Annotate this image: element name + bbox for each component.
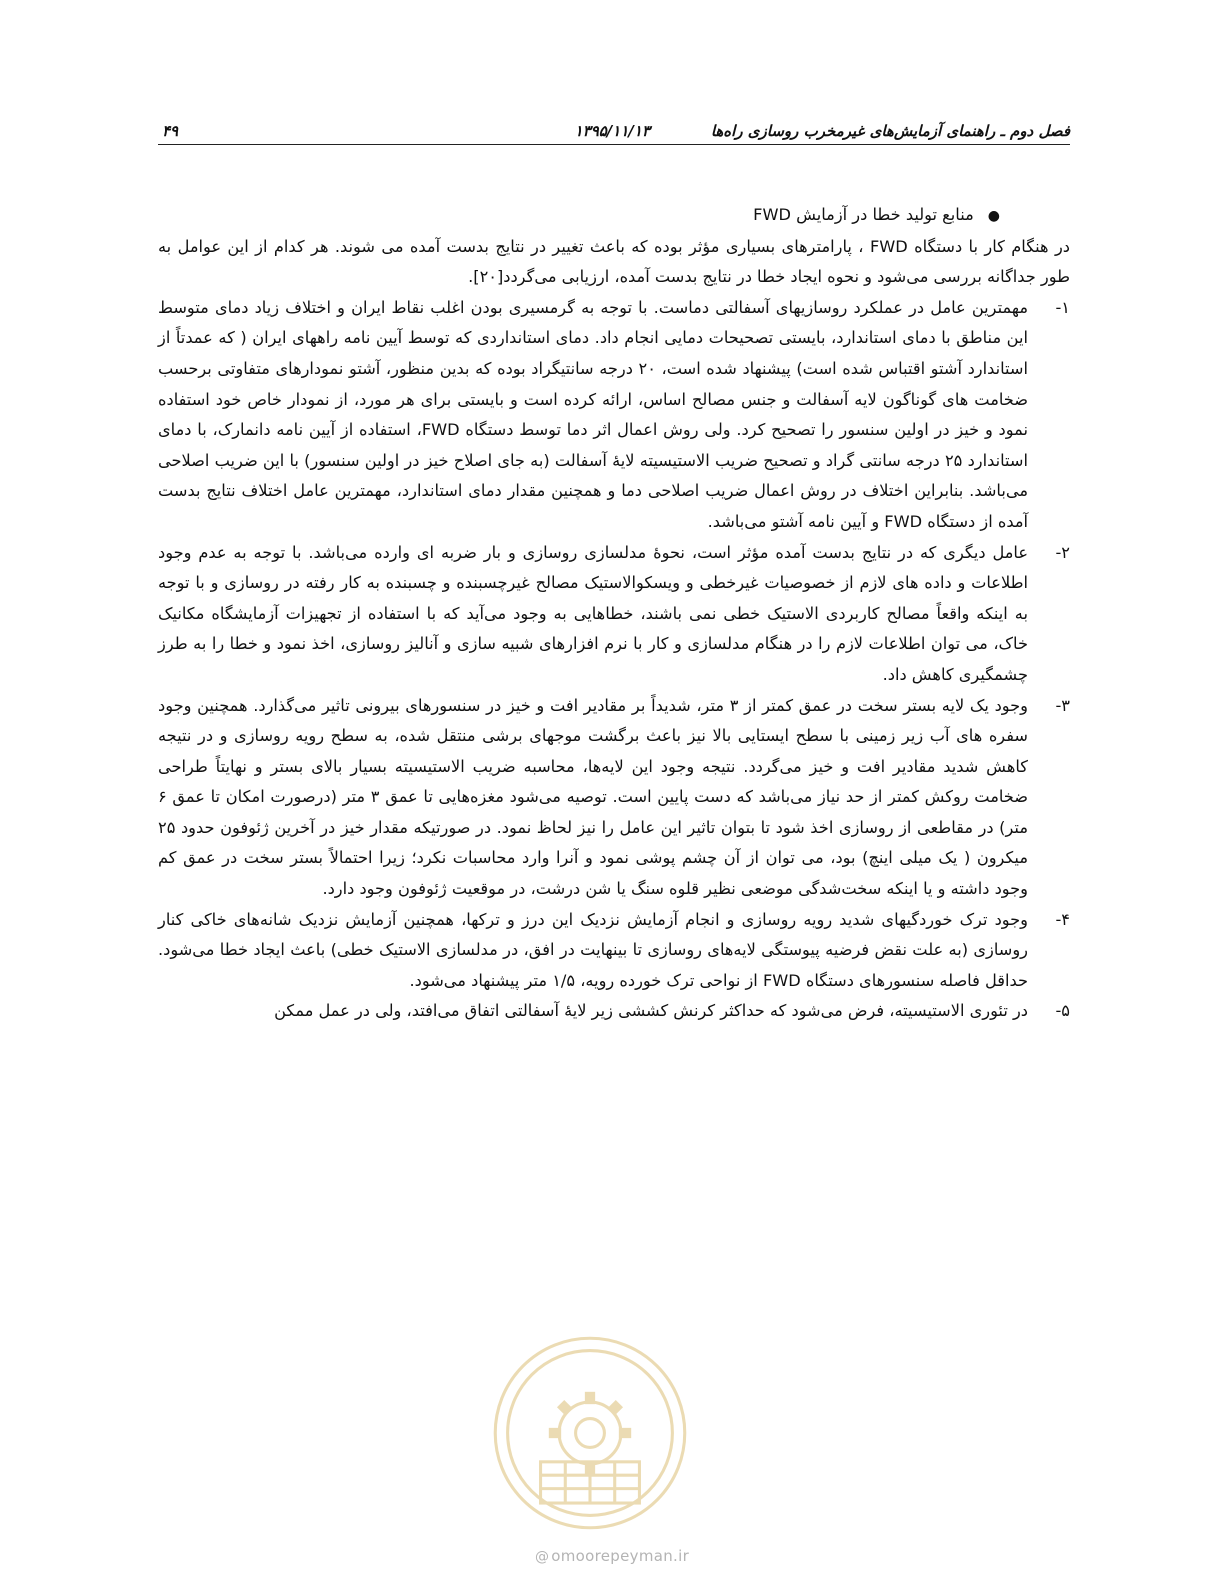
list-item <box>158 538 1070 691</box>
section-bullet <box>158 200 1070 232</box>
list-item <box>158 691 1070 905</box>
item-number: ۴- <box>1055 909 1070 929</box>
list-item <box>158 996 1070 1027</box>
page-number: ۴۹ <box>162 122 179 140</box>
at-sign-icon: @ <box>534 1549 550 1565</box>
document-body <box>158 200 1070 1027</box>
item-number: ۵- <box>1055 1001 1070 1021</box>
item-number: ۳- <box>1055 695 1070 715</box>
item-text: عامل دیگری که در نتایج بدست آمده مؤثر است، نحوهٔ مدلسازی روسازی و بار ضربه ای وارده می‌باشد. با توجه به عدم وجود اطلاعات و داده های لازم از خصوصیات غیرخطی و ویسکوالاستیک مصالح غیرچسبنده و چسبنده به کار رفته در روسازی و با توجه به اینکه واقعاً مصالح کاربردی الاستیک خطی نمی باشند، خطاهایی به وجود می‌آید که با استفاده از تجهیزات آزمایشگاه مکانیک خاک، می توان اطلاعات لازم را در هنگام مدلسازی و کار با نرم افزارهای شبیه سازی و آنالیز روسازی، اخذ نمود و خطا را به طرز چشمگیری کاهش داد. <box>158 542 1028 684</box>
footer-watermark <box>0 1547 1224 1565</box>
bullet-dot-icon: ● <box>987 208 1000 224</box>
item-text: وجود یک لایه بستر سخت در عمق کمتر از ۳ متر، شدیداً بر مقادیر افت و خیز در سنسورهای بیرونی تاثیر می‌گذارد. همچنین وجود سفره های آب زیر زمینی با سطح ایستایی بالا نیز باعث برگشت موجهای برشی منتقل شده، به سطح رویه روسازی و در نتیجه کاهش شدید مقادیر افت و خیز می‌گردد. نتیجه وجود این لایه‌ها، محاسبه ضریب الاستیسیته بسیار بالای بستر و نهایتاً طراحی ضخامت روکش کمتر از حد نیاز می‌باشد که دست پایین است. توصیه می‌شود مغزه‌هایی تا عمق ۳ متر (درصورت امکان تا عمق ۶ متر) در مقاطعی از روسازی اخذ شود تا بتوان تاثیر این عامل را نیز لحاظ نمود. در صورتیکه مقدار خیز در آخرین ژئوفون حدود ۲۵ میکرون ( یک میلی اینچ) بود، می توان از آن چشم پوشی نمود و آنرا وارد محاسبات نکرد؛ زیرا احتمالاً بستر سخت در عمق کم وجود داشته و یا اینکه سخت‌شدگی موضعی نظیر قلوه سنگ یا شن درشت، در موقعیت ژئوفون وجود دارد. <box>158 695 1028 899</box>
gear-seal-logo-icon <box>487 1330 693 1536</box>
item-text: وجود ترک خوردگیهای شدید رویه روسازی و انجام آزمایش نزدیک این درز و ترکها، همچنین آزمایش نزدیک شانه‌های خاکی کنار روسازی (به علت نقض فرضیه پیوستگی لایه‌های روسازی تا بینهایت در افق، در مدلسازی الاستیک خطی) باعث ایجاد خطا می‌شود. حداقل فاصله سنسورهای دستگاه FWD از نواحی ترک خورده رویه، ۱/۵ متر پیشنهاد می‌شود. <box>158 909 1028 990</box>
header-date: ۱۳۹۵/۱۱/۱۳ <box>574 122 650 140</box>
item-text: مهمترین عامل در عملکرد روسازیهای آسفالتی دماست. با توجه به گرمسیری بودن اغلب نقاط ایران و اختلاف زیاد دمای متوسط این مناطق با دمای استاندارد، بایستی تصحیحات دمایی انجام داد. دمای استانداردی که توسط آیین نامه راههای ایران ( که عمدتاً از استاندارد آشتو اقتباس شده است) پیشنهاد شده است، ۲۰ درجه سانتیگراد بوده که بدین منظور، آشتو نمودارهای متفاوتی برحسب ضخامت های گوناگون لایه آسفالت و جنس مصالح اساس، ارائه کرده است و بایستی برای هر مورد، از نمودار خاص خود استفاده نمود و خیز در اولین سنسور را تصحیح کرد. ولی روش اعمال اثر دما توسط دستگاه FWD، استفاده از آیین نامه دانمارک، با دمای استاندارد ۲۵ درجه سانتی گراد و تصحیح ضریب الاستیسیته لایهٔ آسفالت (به جای اصلاح خیز در اولین سنسور) با این ضریب اصلاحی می‌باشد. بنابراین اختلاف در روش اعمال ضریب اصلاحی دما و همچنین مقدار دمای استاندارد، مهمترین عامل اختلاف نتایج بدست آمده از دستگاه FWD و آیین نامه آشتو می‌باشد. <box>158 297 1028 531</box>
footer-watermark-text: omoorepeyman.ir <box>551 1547 690 1565</box>
chapter-title: فصل دوم ـ راهنمای آزمایش‌های غیرمخرب روسازی راه‌ها <box>710 122 1070 140</box>
item-text: در تئوری الاستیسیته، فرض می‌شود که حداکثر کرنش کششی زیر لایهٔ آسفالتی اتفاق می‌افتد، ولی در عمل ممکن <box>274 1001 1028 1021</box>
page-header <box>158 118 1070 145</box>
item-number: ۲- <box>1055 542 1070 562</box>
list-item <box>158 905 1070 997</box>
section-heading: منابع تولید خطا در آزمایش FWD <box>753 205 974 224</box>
item-number: ۱- <box>1055 297 1070 317</box>
intro-paragraph: در هنگام کار با دستگاه FWD ، پارامترهای بسیاری مؤثر بوده که باعث تغییر در نتایج بدست آمده می شوند. هر کدام از این عوامل به طور جداگانه بررسی می‌شود و نحوه ایجاد خطا در نتایج بدست آمده، ارزیابی می‌گردد[۲۰]. <box>158 236 1070 287</box>
list-item <box>158 293 1070 538</box>
